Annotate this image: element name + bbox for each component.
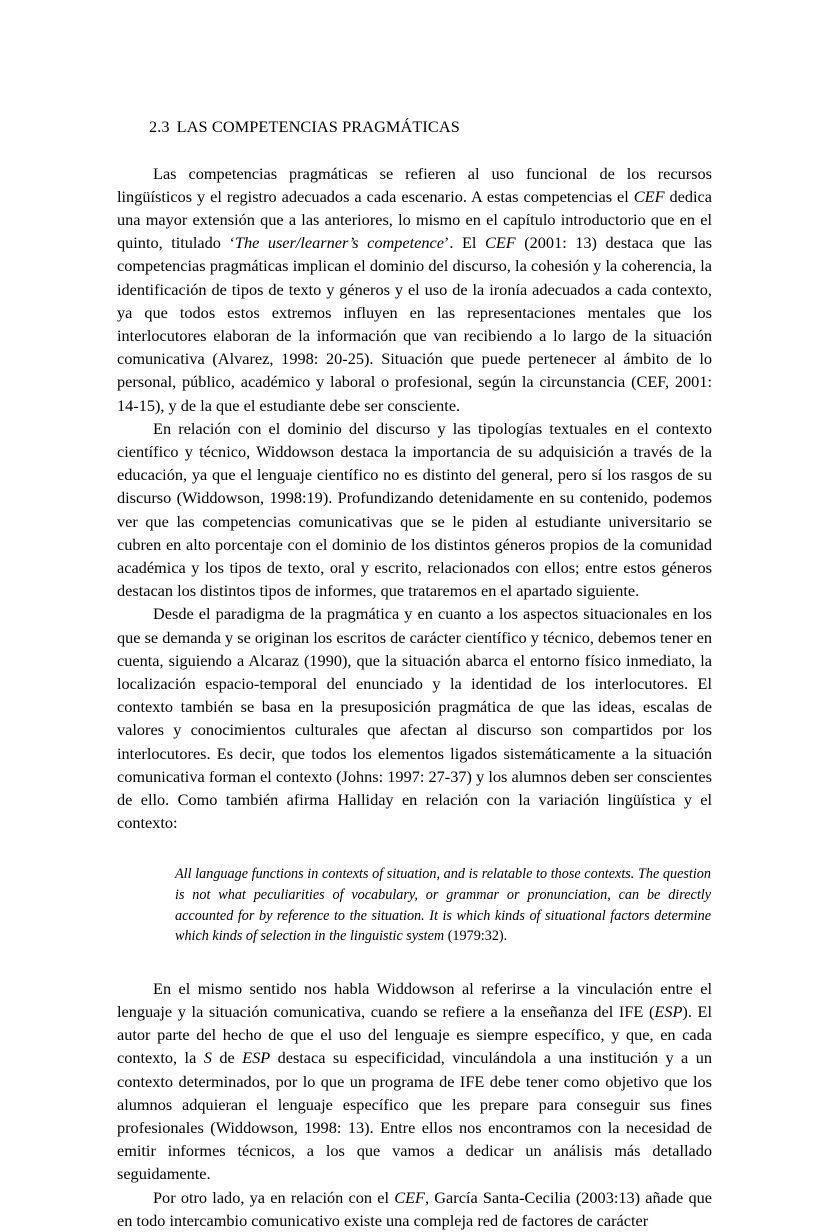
quote-spacer-below	[117, 947, 712, 977]
text-column	[117, 0, 712, 1232]
paragraph-5-text-b: , García Santa-Cecilia (2003:13) añade que en todo intercambio comunicativo existe una compleja red de factores de carácter	[117, 1187, 713, 1230]
emphasis-cef-3: CEF	[394, 1187, 425, 1207]
emphasis-cef-2: CEF	[484, 233, 516, 253]
emphasis-title-user-learner: The user/learner’s competence	[234, 233, 444, 253]
paragraph-4-text-c: de	[211, 1048, 243, 1068]
paragraph-4	[117, 977, 712, 1186]
section-title-text: LAS COMPETENCIAS PRAGMÁTICAS	[176, 117, 460, 136]
paragraph-1-text-b: dedica una mayor extensión que a las anteriores, lo mismo en el capítulo introductorio que en el quinto, titulado ‘	[117, 186, 712, 253]
emphasis-esp-1: ESP	[654, 1002, 683, 1022]
section-number: 2.3	[149, 117, 170, 136]
paragraph-2: En relación con el dominio del discurso y las tipologías textuales en el contexto científico y técnico, Widdowson destaca la importancia de su adquisición a través de la educación, ya que el lenguaje científico no es distinto del general, pero sí los rasgos de su discurso (Widdowson, 1998:19). Profundizando detenidamente en su contenido, podemos ver que las competencias comunicativas que se le piden al estudiante universitario se cubren en alto porcentaje con el dominio de los distintos géneros propios de la comunidad académica y los tipos de texto, oral y escrito, relacionados con ellos; entre estos géneros destacan los distintos tipos de informes, que trataremos en el apartado siguiente.	[117, 418, 712, 601]
paragraph-5-text-a: Por otro lado, ya en relación con el	[153, 1187, 395, 1207]
page-title	[117, 0, 712, 137]
block-quote-text: All language functions in contexts of situation, and is relatable to those contexts. The question is not what peculiarities of vocabulary, or grammar or pronunciation, can be directly accounted for by reference to the situation. It is which kinds of situational factors determine which kinds of selection in the linguistic system	[175, 866, 711, 945]
block-quote	[175, 864, 711, 946]
paragraph-1-text-d: (2001: 13) destaca que las competencias pragmáticas implican el dominio del discurso, la cohesión y la coherencia, la identificación de tipos de texto y géneros y el uso de la ironía adecuados a cada contexto, ya que todos estos extremos influyen en las representaciones mentales que los interlocutores elaboran de la información que van recibiendo a lo largo de la situación comunicativa (Alvarez, 1998: 20-25). Situación que puede pertenecer al ámbito de lo personal, público, académico y laboral o profesional, según la circunstancia (CEF, 2001: 14-15), y de la que el estudiante debe ser consciente.	[117, 233, 713, 415]
quote-spacer-above	[117, 834, 712, 864]
paragraph-5	[117, 1186, 712, 1232]
emphasis-s: S	[203, 1048, 212, 1068]
paragraph-1-text-c: ’. El	[443, 233, 485, 253]
paragraph-4-text-d: destaca su especificidad, vinculándola a una institución y a un contexto determinados, por lo que un programa de IFE debe tener como objetivo que los alumnos adquieran el lenguaje específico que les prepare para conseguir sus fines profesionales (Widdowson, 1998: 13). Entre ellos nos encontramos con la necesidad de emitir informes técnicos, a los que vamos a dedicar un análisis más detallado seguidamente.	[117, 1048, 712, 1184]
emphasis-cef-1: CEF	[633, 186, 665, 206]
paragraph-4-text-a: En el mismo sentido nos habla Widdowson al referirse a la vinculación entre el lenguaje y la situación comunicativa, cuando se refiere a la enseñanza del IFE (	[117, 978, 712, 1022]
paragraph-3: Desde el paradigma de la pragmática y en cuanto a los aspectos situacionales en los que se demanda y se originan los escritos de carácter científico y técnico, debemos tener en cuenta, siguiendo a Alcaraz (1990), que la situación abarca el entorno físico inmediato, la localización espacio-temporal del enunciado y la identidad de los interlocutores. El contexto también se basa en la presuposición pragmática de que las ideas, escalas de valores y conocimientos culturales que afectan al discurso son compartidos por los interlocutores. Es decir, que todos los elementos ligados sistemáticamente a la situación comunicativa forman el contexto (Johns: 1997: 27-37) y los alumnos deben ser conscientes de ello. Como también afirma Halliday en relación con la variación lingüística y el contexto:	[117, 604, 712, 833]
emphasis-esp-2: ESP	[242, 1048, 271, 1068]
paragraph-4-text-b: ). El autor parte del hecho de que el uso del lenguaje es siempre específico, y que, en cada contexto, la	[117, 1002, 713, 1068]
paragraph-1-text-a: Las competencias pragmáticas se refieren al uso funcional de los recursos lingüísticos y el registro adecuados a cada escenario. A estas competencias el	[117, 163, 712, 206]
block-quote-citation: (1979:32).	[444, 928, 508, 945]
paragraph-1	[117, 162, 712, 417]
